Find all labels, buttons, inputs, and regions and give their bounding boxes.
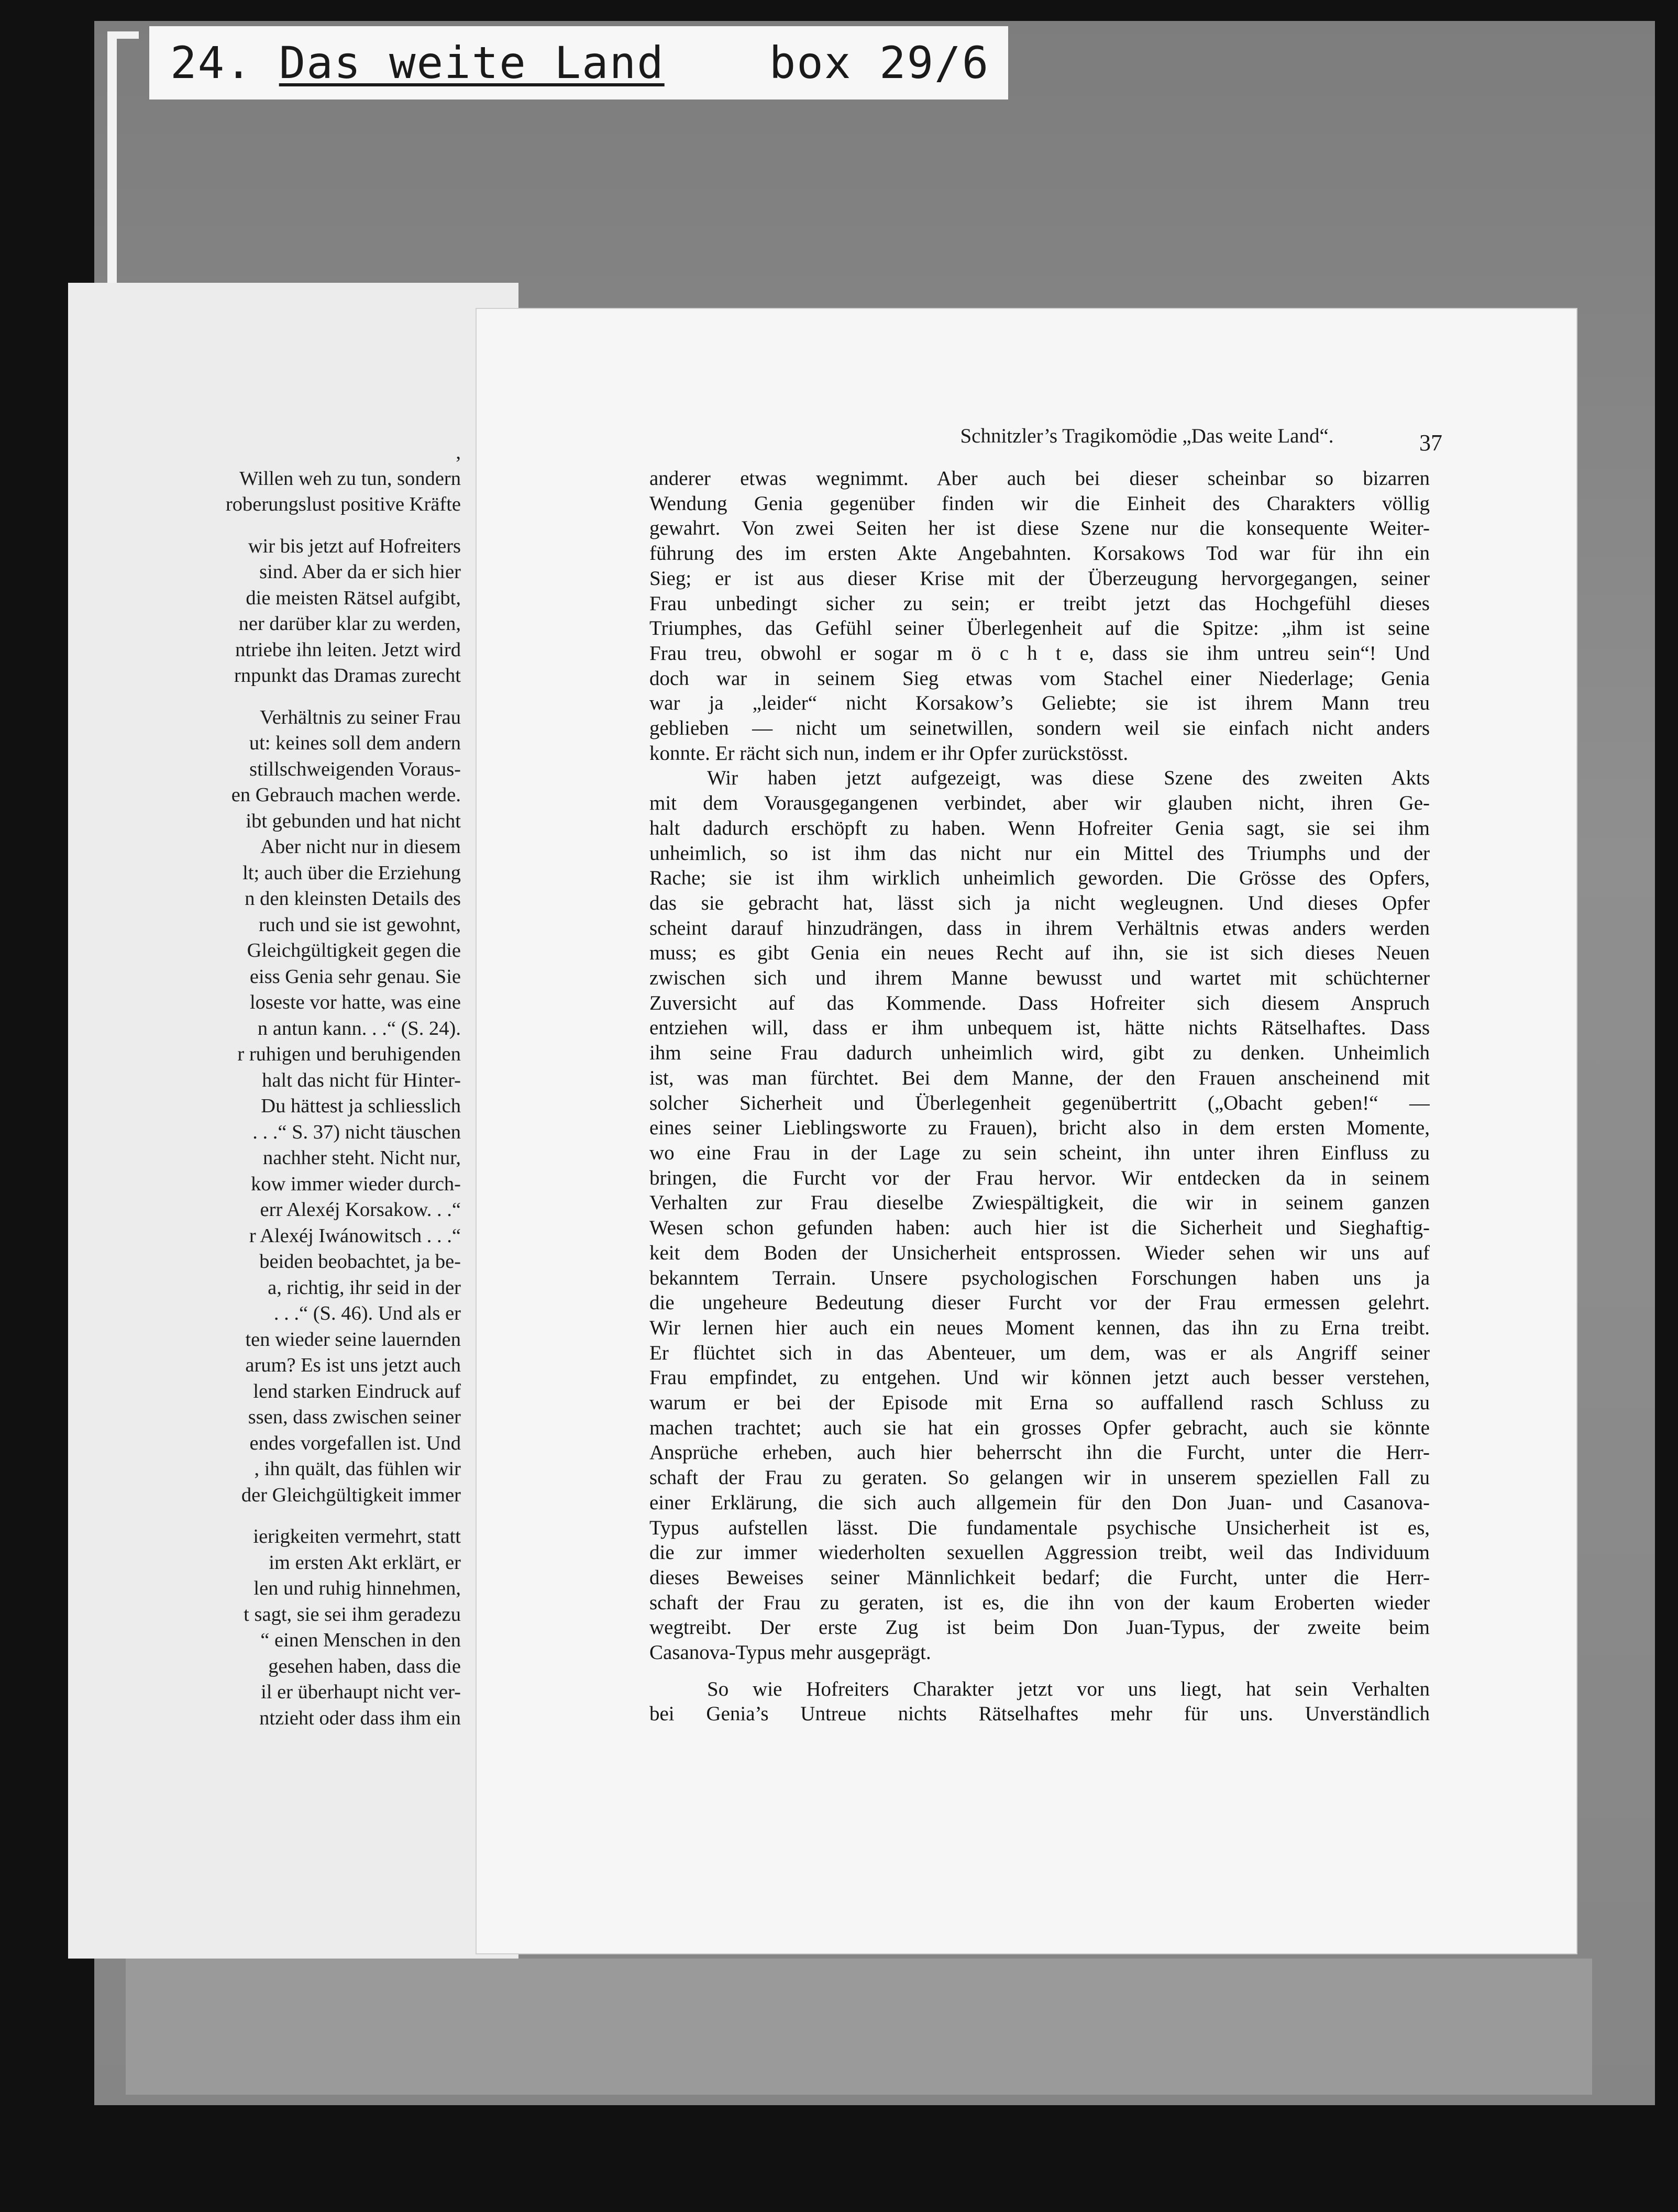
body-text-line: Verhalten zur Frau dieselbe Zwiespältigkeit, die wir in seinem ganzen [649, 1191, 1430, 1214]
left-text-line: eiss Genia sehr genau. Sie [249, 965, 461, 988]
body-text-line: bekanntem Terrain. Unsere psychologischen Forschungen haben uns ja [649, 1266, 1430, 1289]
body-text-line: Typus aufstellen lässt. Die fundamentale psychische Unsicherheit ist es, [649, 1516, 1430, 1539]
left-text-line: . . .“ S. 37) nicht täuschen [252, 1121, 461, 1143]
body-text-line: dieses Beweises seiner Männlichkeit bedarf; die Furcht, unter die Herr- [649, 1566, 1430, 1589]
paragraph-gap [68, 518, 461, 534]
left-text-line: ten wieder seine lauernden [245, 1328, 461, 1351]
body-text-line: schaft der Frau zu geraten, ist es, die ihn von der kaum Eroberten wieder [649, 1591, 1430, 1614]
left-text-line: der Gleichgültigkeit immer [241, 1484, 461, 1506]
body-text-line: ist, was man fürchtet. Bei dem Manne, der den Frauen anscheinend mit [649, 1066, 1430, 1089]
body-text-line: bei Genia’s Untreue nichts Rätselhaftes mehr für uns. Unverständlich [649, 1702, 1430, 1726]
body-text-line: So wie Hofreiters Charakter jetzt vor uns liegt, hat sein Verhalten [707, 1677, 1430, 1700]
frame-mark-top [107, 31, 139, 39]
left-text-line: en Gebrauch machen werde. [231, 784, 461, 806]
left-text-line: n den kleinsten Details des [245, 888, 461, 910]
left-text-line: r Alexéj Iwánowitsch . . .“ [249, 1224, 461, 1247]
left-text-line: a, richtig, ihr seid in der [268, 1276, 461, 1299]
left-text-line: beiden beobachtet, ja be- [259, 1251, 461, 1273]
body-text-line: halt dadurch erschöpft zu haben. Wenn Hofreiter Genia sagt, sie sei ihm [649, 816, 1430, 839]
left-text-line: ibt gebunden und hat nicht [246, 810, 461, 832]
paragraph-gap [68, 689, 461, 705]
body-text-line: entziehen will, dass er ihm unbequem ist, hätte nichts Rätselhaftes. Dass [649, 1016, 1430, 1039]
body-text-line: konnte. Er rächt sich nun, indem er ihr Opfer zurückstösst. [649, 742, 1129, 765]
body-text-line: wo eine Frau in der Lage zu sein scheint, ihn unter ihren Einfluss zu [649, 1141, 1430, 1164]
body-text-line: doch war in seinem Sieg etwas vom Stachel einer Niederlage; Genia [649, 667, 1430, 690]
paragraph-gap [68, 1508, 461, 1524]
left-text-line: nachher steht. Nicht nur, [263, 1147, 461, 1169]
left-text-line: halt das nicht für Hinter- [262, 1069, 461, 1091]
left-text-line: ierigkeiten vermehrt, statt [253, 1525, 461, 1547]
body-text-line: die zur immer wiederholten sexuellen Aggression treibt, weil das Individuum [649, 1541, 1430, 1564]
archive-label [149, 26, 1008, 99]
body-text-line: warum er bei der Episode mit Erna so auffallend rasch Schluss zu [649, 1391, 1430, 1414]
body-text-line: Ansprüche erheben, auch hier beherrscht ihn die Furcht, unter die Herr- [649, 1441, 1430, 1464]
body-text-line: machen trachtet; auch sie hat ein grosses Opfer gebracht, auch sie könnte [649, 1416, 1430, 1439]
left-text-line: sind. Aber da er sich hier [259, 561, 461, 583]
left-text-line: lt; auch über die Erziehung [242, 861, 461, 884]
body-text-line: einer Erklärung, die sich auch allgemein für den Don Juan- und Casanova- [649, 1491, 1430, 1514]
left-text-line: len und ruhig hinnehmen, [253, 1577, 461, 1599]
left-text-line: gesehen haben, dass die [268, 1655, 461, 1677]
left-text-line: stillschweigenden Voraus- [249, 758, 461, 780]
left-text-line: kow immer wieder durch- [251, 1173, 461, 1195]
film-edge [126, 1959, 1592, 2095]
body-text-line: geblieben — nicht um seinetwillen, sondern weil sie einfach nicht anders [649, 717, 1430, 740]
right-page [477, 309, 1576, 1953]
left-text-line: . . .“ (S. 46). Und als er [273, 1302, 461, 1324]
body-text-line: das sie gebracht hat, lässt sich ja nicht wegleugnen. Und dieses Opfer [649, 891, 1430, 914]
left-text-line: il er überhaupt nicht ver- [261, 1681, 461, 1703]
body-text-line: Frau unbedingt sicher zu sein; er treibt jetzt das Hochgefühl dieses [649, 592, 1430, 615]
left-text-line: n antun kann. . .“ (S. 24). [257, 1017, 461, 1039]
body-text-line: Casanova-Typus mehr ausgeprägt. [649, 1641, 931, 1664]
body-text-line: war ja „leider“ nicht Korsakow’s Geliebte; sie ist ihrem Mann treu [649, 692, 1430, 715]
left-text-line: , [456, 441, 461, 463]
left-text-line: im ersten Akt erklärt, er [269, 1551, 461, 1574]
body-text-line: Wir haben jetzt aufgezeigt, was diese Szene des zweiten Akts [707, 767, 1430, 790]
left-text-line: “ einen Menschen in den [260, 1629, 461, 1651]
left-text-line: ntzieht oder dass ihm ein [259, 1707, 461, 1729]
left-text-line: Verhältnis zu seiner Frau [260, 706, 461, 728]
body-text-line: keit dem Boden der Unsicherheit entsprossen. Wieder sehen wir uns auf [649, 1241, 1430, 1264]
left-text-line: t sagt, sie sei ihm geradezu [244, 1603, 461, 1625]
left-text-line: endes vorgefallen ist. Und [249, 1432, 461, 1454]
body-text [649, 466, 1430, 1727]
left-text-line: , ihn quält, das fühlen wir [254, 1458, 461, 1480]
body-text-line: Wesen schon gefunden haben: auch hier ist die Sicherheit und Sieghaftig- [649, 1216, 1430, 1240]
left-text-line: wir bis jetzt auf Hofreiters [248, 535, 461, 557]
page-number: 37 [1419, 430, 1442, 456]
left-text-line: ntriebe ihn leiten. Jetzt wird [235, 638, 461, 661]
frame-mark [107, 31, 117, 325]
left-text-line: Gleichgültigkeit gegen die [247, 939, 461, 961]
body-text-line: führung des im ersten Akte Angebahnten. Korsakows Tod war für ihn ein [649, 542, 1430, 565]
body-text-line: Wir lernen hier auch ein neues Moment kennen, das ihn zu Erna treibt. [649, 1316, 1430, 1339]
body-text-line: bringen, die Furcht vor der Frau hervor. Wir entdecken da in seinem [649, 1166, 1430, 1189]
body-text-line: anderer etwas wegnimmt. Aber auch bei dieser scheinbar so bizarren [649, 467, 1430, 490]
left-text-line: Du hättest ja schliesslich [261, 1095, 461, 1117]
body-text-line: Sieg; er ist aus dieser Krise mit der Überzeugung hervorgegangen, seiner [649, 567, 1430, 590]
body-text-line: wegtreibt. Der erste Zug ist beim Don Juan-Typus, der zweite beim [649, 1616, 1430, 1639]
running-head: Schnitzler’s Tragikomödie „Das weite Land“. [960, 425, 1334, 447]
body-text-line: Rache; sie ist ihm wirklich unheimlich geworden. Die Grösse des Opfers, [649, 867, 1430, 890]
body-text-line: ihm seine Frau dadurch unheimlich wird, gibt zu denken. Unheimlich [649, 1042, 1430, 1065]
body-text-line: Wendung Genia gegenüber finden wir die Einheit des Charakters völlig [649, 492, 1430, 515]
left-page-text [68, 440, 461, 1731]
label-title: Das weite Land [279, 37, 665, 89]
paragraph-gap [649, 1665, 1430, 1677]
body-text-line: solcher Sicherheit und Überlegenheit gegenübertritt („Obacht geben!“ — [649, 1091, 1430, 1114]
body-text-line: die ungeheure Bedeutung dieser Furcht vor der Frau ermessen gelehrt. [649, 1291, 1430, 1314]
body-text-line: schaft der Frau zu geraten. So gelangen wir in unserem speziellen Fall zu [649, 1466, 1430, 1489]
body-text-line: Frau treu, obwohl er sogar m ö c h t e, dass sie ihm untreu sein“! Und [649, 642, 1430, 665]
left-text-line: loseste vor hatte, was eine [249, 991, 461, 1013]
body-text-line: Zuversicht auf das Kommende. Dass Hofreiter sich diesem Anspruch [649, 991, 1430, 1014]
left-page [68, 283, 518, 1959]
left-text-line: rnpunkt das Dramas zurecht [234, 665, 461, 687]
body-text-line: eines seiner Lieblingsworte zu Frauen), bricht also in dem ersten Momente, [649, 1116, 1430, 1140]
left-text-line: arum? Es ist uns jetzt auch [245, 1354, 461, 1376]
left-text-line: ut: keines soll dem andern [249, 732, 461, 754]
left-text-line: roberungslust positive Kräfte [225, 493, 461, 515]
left-text-line: ruch und sie ist gewohnt, [258, 913, 461, 936]
left-text-line: Willen weh zu tun, sondern [239, 467, 461, 490]
body-text-line: Triumphes, das Gefühl seiner Überlegenheit auf die Spitze: „ihm ist seine [649, 617, 1430, 640]
body-text-line: mit dem Vorausgegangenen verbindet, aber wir glauben nicht, ihren Ge- [649, 792, 1430, 815]
left-text-line: Aber nicht nur in diesem [260, 836, 461, 858]
label-number: 24. [170, 37, 253, 89]
body-text-line: Er flüchtet sich in das Abenteuer, um dem, was er als Angriff seiner [649, 1341, 1430, 1364]
body-text-line: gewahrt. Von zwei Seiten her ist diese Szene nur die konsequente Weiter- [649, 517, 1430, 540]
body-text-line: zwischen sich und ihrem Manne bewusst und wartet mit schüchterner [649, 967, 1430, 990]
left-text-line: r ruhigen und beruhigenden [237, 1043, 461, 1065]
left-text-line: ner darüber klar zu werden, [238, 613, 461, 635]
label-box: box 29/6 [769, 37, 990, 89]
body-text-line: Frau empfindet, zu entgehen. Und wir können jetzt auch besser verstehen, [649, 1366, 1430, 1389]
left-text-line: die meisten Rätsel aufgibt, [246, 587, 461, 609]
body-text-line: unheimlich, so ist ihm das nicht nur ein Mittel des Triumphs und der [649, 842, 1430, 865]
left-text-line: lend starken Eindruck auf [253, 1380, 461, 1402]
body-text-line: muss; es gibt Genia ein neues Recht auf ihn, sie ist sich dieses Neuen [649, 942, 1430, 965]
body-text-line: scheint darauf hinzudrängen, dass in ihrem Verhältnis etwas anders werden [649, 916, 1430, 939]
left-text-line: err Alexéj Korsakow. . .“ [260, 1199, 461, 1221]
left-text-line: ssen, dass zwischen seiner [248, 1406, 461, 1428]
